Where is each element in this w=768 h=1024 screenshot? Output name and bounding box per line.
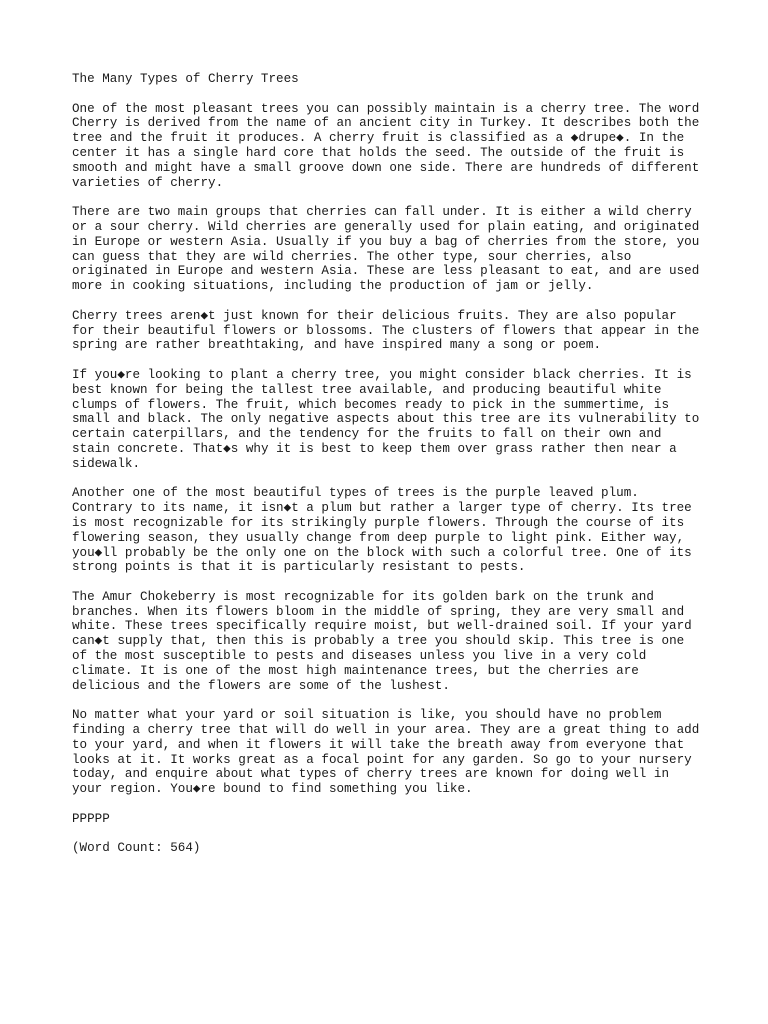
text-line: looks at it. It works great as a focal point for any garden. So go to your nursery (72, 752, 692, 767)
paragraph (72, 309, 712, 353)
text-line: flowering season, they usually change from deep purple to light pink. Either way, (72, 530, 685, 545)
text-line: One of the most pleasant trees you can possibly maintain is a cherry tree. The word (72, 101, 700, 116)
text-line: varieties of cherry. (72, 175, 224, 190)
text-line: for their beautiful flowers or blossoms. The clusters of flowers that appear in the (72, 323, 700, 338)
paragraph (72, 486, 712, 575)
text-line: small and black. The only negative aspects about this tree are its vulnerability to (72, 412, 700, 427)
text-line: tree and the fruit it produces. A cherry fruit is classified as a ◆drupe◆. In the (72, 131, 685, 146)
text-line: delicious and the flowers are some of the lushest. (72, 678, 450, 693)
text-line: Contrary to its name, it isn◆t a plum but rather a larger type of cherry. Its tree (72, 501, 692, 516)
paragraph (72, 205, 712, 294)
paragraph (72, 368, 712, 472)
document-title: The Many Types of Cherry Trees (72, 72, 299, 86)
text-line: (Word Count: 564) (72, 841, 201, 856)
text-line: finding a cherry tree that will do well in your area. They are a great thing to add (72, 723, 700, 738)
text-line: clumps of flowers. The fruit, which becomes ready to pick in the summertime, is (72, 397, 670, 412)
text-line: your region. You◆re bound to find something you like. (72, 782, 473, 797)
text-line: can guess that they are wild cherries. The other type, sour cherries, also (72, 249, 632, 264)
text-line: or a sour cherry. Wild cherries are generally used for plain eating, and originated (72, 219, 700, 234)
text-line: can◆t supply that, then this is probably a tree you should skip. This tree is one (72, 634, 685, 649)
text-line: you◆ll probably be the only one on the block with such a colorful tree. One of its (72, 545, 692, 560)
text-line: center it has a single hard core that holds the seed. The outside of the fruit is (72, 145, 685, 160)
text-line: If you◆re looking to plant a cherry tree, you might consider black cherries. It is (72, 367, 692, 382)
text-line: branches. When its flowers bloom in the middle of spring, they are very small and (72, 604, 685, 619)
text-line: originated in Europe and western Asia. These are less pleasant to eat, and are used (72, 264, 700, 279)
text-line: strong points is that it is particularly resistant to pests. (72, 560, 526, 575)
text-line: There are two main groups that cherries can fall under. It is either a wild cherry (72, 205, 692, 220)
paragraph (72, 590, 712, 694)
text-line: climate. It is one of the most high maintenance trees, but the cherries are (72, 663, 639, 678)
text-line: in Europe or western Asia. Usually if you buy a bag of cherries from the store, you (72, 234, 700, 249)
text-line: Cherry is derived from the name of an ancient city in Turkey. It describes both the (72, 116, 700, 131)
paragraph (72, 841, 712, 856)
paragraph (72, 102, 712, 191)
text-line: certain caterpillars, and the tendency for the fruits to fall on their own and (72, 427, 662, 442)
text-line: PPPPP (72, 811, 110, 826)
text-line: to your yard, and when it flowers it will take the breath away from everyone that (72, 737, 685, 752)
text-line: No matter what your yard or soil situation is like, you should have no problem (72, 708, 662, 723)
text-line: white. These trees specifically require moist, but well-drained soil. If your yard (72, 619, 692, 634)
text-line: best known for being the tallest tree available, and producing beautiful white (72, 382, 662, 397)
text-line: is most recognizable for its strikingly purple flowers. Through the course of its (72, 515, 685, 530)
text-line: Cherry trees aren◆t just known for their delicious fruits. They are also popular (72, 308, 677, 323)
document-page (72, 72, 712, 871)
text-line: smooth and might have a small groove down one side. There are hundreds of different (72, 160, 700, 175)
paragraph (72, 812, 712, 827)
text-line: stain concrete. That◆s why it is best to keep them over grass rather then near a (72, 441, 677, 456)
text-line: sidewalk. (72, 456, 141, 471)
text-line: spring are rather breathtaking, and have inspired many a song or poem. (72, 338, 602, 353)
text-line: The Amur Chokeberry is most recognizable for its golden bark on the trunk and (72, 589, 654, 604)
text-line: today, and enquire about what types of cherry trees are known for doing well in (72, 767, 670, 782)
text-line: more in cooking situations, including the production of jam or jelly. (72, 279, 594, 294)
paragraph (72, 708, 712, 797)
document-body (72, 102, 712, 857)
text-line: of the most susceptible to pests and diseases unless you live in a very cold (72, 649, 647, 664)
text-line: Another one of the most beautiful types of trees is the purple leaved plum. (72, 486, 639, 501)
